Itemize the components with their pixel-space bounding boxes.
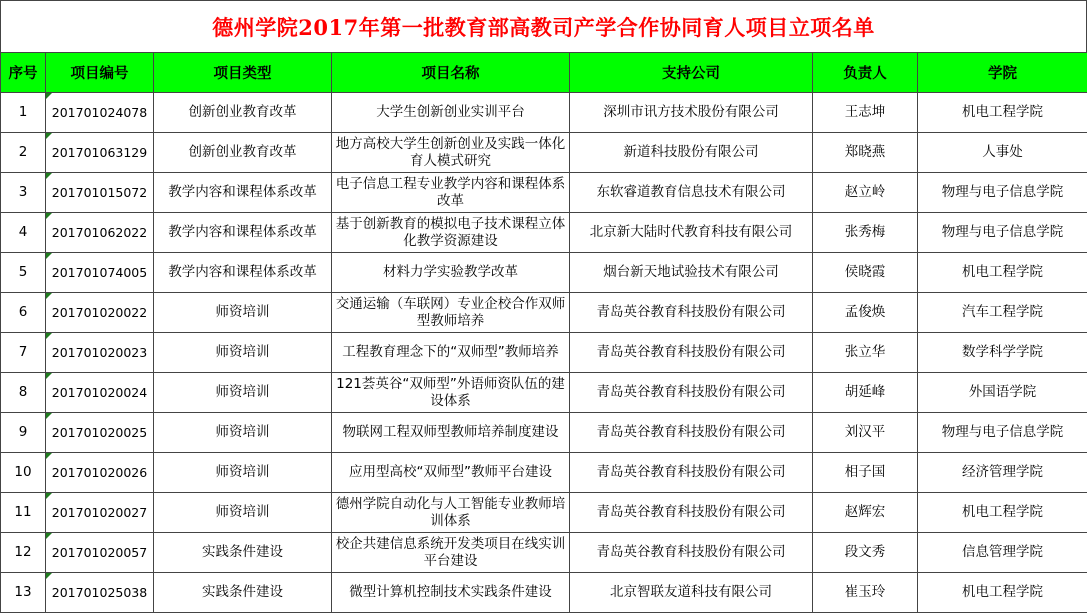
- cell-type[interactable]: 教学内容和课程体系改革: [154, 173, 332, 213]
- cell-college[interactable]: 经济管理学院: [918, 453, 1087, 493]
- table-row: [1, 453, 1087, 493]
- cell-code[interactable]: 201701020025: [46, 413, 154, 453]
- cell-type[interactable]: 师资培训: [154, 413, 332, 453]
- table-row: [1, 173, 1087, 213]
- cell-college[interactable]: 物理与电子信息学院: [918, 413, 1087, 453]
- cell-no[interactable]: 10: [1, 453, 46, 493]
- col-header-leader[interactable]: 负责人: [813, 53, 918, 93]
- col-header-no[interactable]: 序号: [1, 53, 46, 93]
- cell-company[interactable]: 烟台新天地试验技术有限公司: [570, 253, 813, 293]
- cell-no[interactable]: 3: [1, 173, 46, 213]
- table-row: [1, 213, 1087, 253]
- cell-no[interactable]: 2: [1, 133, 46, 173]
- cell-name[interactable]: 大学生创新创业实训平台: [332, 93, 570, 133]
- cell-name[interactable]: 材料力学实验教学改革: [332, 253, 570, 293]
- cell-company[interactable]: 北京新大陆时代教育科技有限公司: [570, 213, 813, 253]
- cell-no[interactable]: 7: [1, 333, 46, 373]
- cell-college[interactable]: 信息管理学院: [918, 533, 1087, 573]
- cell-name[interactable]: 交通运输（车联网）专业企校合作双师型教师培养: [332, 293, 570, 333]
- cell-company[interactable]: 青岛英谷教育科技股份有限公司: [570, 493, 813, 533]
- cell-no[interactable]: 4: [1, 213, 46, 253]
- error-indicator-icon: [46, 493, 52, 499]
- cell-type[interactable]: 师资培训: [154, 333, 332, 373]
- cell-leader[interactable]: 赵辉宏: [813, 493, 918, 533]
- cell-company[interactable]: 青岛英谷教育科技股份有限公司: [570, 453, 813, 493]
- cell-type[interactable]: 师资培训: [154, 373, 332, 413]
- error-indicator-icon: [46, 413, 52, 419]
- cell-code[interactable]: 201701020022: [46, 293, 154, 333]
- cell-type[interactable]: 师资培训: [154, 293, 332, 333]
- table-row: [1, 293, 1087, 333]
- table-row: [1, 573, 1087, 613]
- cell-company[interactable]: 深圳市讯方技术股份有限公司: [570, 93, 813, 133]
- cell-college[interactable]: 汽车工程学院: [918, 293, 1087, 333]
- cell-name[interactable]: 基于创新教育的模拟电子技术课程立体化教学资源建设: [332, 213, 570, 253]
- project-table: [0, 52, 1087, 613]
- col-header-college[interactable]: 学院: [918, 53, 1087, 93]
- cell-college[interactable]: 物理与电子信息学院: [918, 173, 1087, 213]
- cell-company[interactable]: 青岛英谷教育科技股份有限公司: [570, 413, 813, 453]
- cell-name[interactable]: 应用型高校“双师型”教师平台建设: [332, 453, 570, 493]
- cell-code[interactable]: 201701025038: [46, 573, 154, 613]
- header-row: [1, 53, 1087, 93]
- cell-leader[interactable]: 孟俊焕: [813, 293, 918, 333]
- cell-leader[interactable]: 胡延峰: [813, 373, 918, 413]
- cell-no[interactable]: 12: [1, 533, 46, 573]
- table-row: [1, 333, 1087, 373]
- cell-leader[interactable]: 张立华: [813, 333, 918, 373]
- cell-leader[interactable]: 张秀梅: [813, 213, 918, 253]
- cell-code[interactable]: 201701020024: [46, 373, 154, 413]
- table-row: [1, 373, 1087, 413]
- cell-no[interactable]: 9: [1, 413, 46, 453]
- cell-college[interactable]: 机电工程学院: [918, 573, 1087, 613]
- cell-name[interactable]: 电子信息工程专业教学内容和课程体系改革: [332, 173, 570, 213]
- cell-type[interactable]: 教学内容和课程体系改革: [154, 213, 332, 253]
- cell-company[interactable]: 青岛英谷教育科技股份有限公司: [570, 333, 813, 373]
- cell-name[interactable]: 校企共建信息系统开发类项目在线实训平台建设: [332, 533, 570, 573]
- error-indicator-icon: [46, 373, 52, 379]
- cell-leader[interactable]: 侯晓霞: [813, 253, 918, 293]
- cell-leader[interactable]: 崔玉玲: [813, 573, 918, 613]
- error-indicator-icon: [46, 173, 52, 179]
- cell-code[interactable]: 201701020027: [46, 493, 154, 533]
- cell-college[interactable]: 机电工程学院: [918, 493, 1087, 533]
- table-row: [1, 493, 1087, 533]
- cell-college[interactable]: 外国语学院: [918, 373, 1087, 413]
- table-row: [1, 253, 1087, 293]
- cell-college[interactable]: 人事处: [918, 133, 1087, 173]
- error-indicator-icon: [46, 133, 52, 139]
- cell-code[interactable]: 201701063129: [46, 133, 154, 173]
- cell-type[interactable]: 实践条件建设: [154, 573, 332, 613]
- page-title: 德州学院2017年第一批教育部高教司产学合作协同育人项目立项名单: [212, 12, 874, 42]
- col-header-type[interactable]: 项目类型: [154, 53, 332, 93]
- cell-no[interactable]: 8: [1, 373, 46, 413]
- cell-leader[interactable]: 郑晓燕: [813, 133, 918, 173]
- table-row: [1, 93, 1087, 133]
- cell-code[interactable]: 201701020023: [46, 333, 154, 373]
- cell-company[interactable]: 青岛英谷教育科技股份有限公司: [570, 293, 813, 333]
- error-indicator-icon: [46, 213, 52, 219]
- cell-name[interactable]: 物联网工程双师型教师培养制度建设: [332, 413, 570, 453]
- cell-name[interactable]: 德州学院自动化与人工智能专业教师培训体系: [332, 493, 570, 533]
- error-indicator-icon: [46, 253, 52, 259]
- cell-name[interactable]: 121荟英谷“双师型”外语师资队伍的建设体系: [332, 373, 570, 413]
- title-row: [0, 0, 1087, 52]
- cell-type[interactable]: 创新创业教育改革: [154, 93, 332, 133]
- col-header-code[interactable]: 项目编号: [46, 53, 154, 93]
- cell-college[interactable]: 数学科学学院: [918, 333, 1087, 373]
- cell-type[interactable]: 师资培训: [154, 453, 332, 493]
- cell-company[interactable]: 东软睿道教育信息技术有限公司: [570, 173, 813, 213]
- col-header-company[interactable]: 支持公司: [570, 53, 813, 93]
- cell-code[interactable]: 201701020026: [46, 453, 154, 493]
- table-row: [1, 533, 1087, 573]
- cell-no[interactable]: 1: [1, 93, 46, 133]
- cell-no[interactable]: 11: [1, 493, 46, 533]
- error-indicator-icon: [46, 293, 52, 299]
- cell-company[interactable]: 新道科技股份有限公司: [570, 133, 813, 173]
- error-indicator-icon: [46, 93, 52, 99]
- cell-no[interactable]: 5: [1, 253, 46, 293]
- cell-code[interactable]: 201701024078: [46, 93, 154, 133]
- cell-code[interactable]: 201701062022: [46, 213, 154, 253]
- cell-type[interactable]: 师资培训: [154, 493, 332, 533]
- col-header-name[interactable]: 项目名称: [332, 53, 570, 93]
- cell-leader[interactable]: 相子国: [813, 453, 918, 493]
- cell-leader[interactable]: 赵立岭: [813, 173, 918, 213]
- cell-no[interactable]: 13: [1, 573, 46, 613]
- cell-leader[interactable]: 段文秀: [813, 533, 918, 573]
- cell-code[interactable]: 201701020057: [46, 533, 154, 573]
- table-row: [1, 413, 1087, 453]
- cell-leader[interactable]: 王志坤: [813, 93, 918, 133]
- cell-college[interactable]: 机电工程学院: [918, 93, 1087, 133]
- cell-code[interactable]: 201701074005: [46, 253, 154, 293]
- cell-type[interactable]: 教学内容和课程体系改革: [154, 253, 332, 293]
- cell-name[interactable]: 地方高校大学生创新创业及实践一体化育人模式研究: [332, 133, 570, 173]
- cell-code[interactable]: 201701015072: [46, 173, 154, 213]
- table-row: [1, 133, 1087, 173]
- cell-type[interactable]: 实践条件建设: [154, 533, 332, 573]
- cell-name[interactable]: 工程教育理念下的“双师型”教师培养: [332, 333, 570, 373]
- cell-company[interactable]: 北京智联友道科技有限公司: [570, 573, 813, 613]
- cell-company[interactable]: 青岛英谷教育科技股份有限公司: [570, 533, 813, 573]
- cell-company[interactable]: 青岛英谷教育科技股份有限公司: [570, 373, 813, 413]
- error-indicator-icon: [46, 533, 52, 539]
- error-indicator-icon: [46, 453, 52, 459]
- cell-leader[interactable]: 刘汉平: [813, 413, 918, 453]
- error-indicator-icon: [46, 573, 52, 579]
- cell-type[interactable]: 创新创业教育改革: [154, 133, 332, 173]
- cell-no[interactable]: 6: [1, 293, 46, 333]
- error-indicator-icon: [46, 333, 52, 339]
- cell-college[interactable]: 物理与电子信息学院: [918, 213, 1087, 253]
- cell-college[interactable]: 机电工程学院: [918, 253, 1087, 293]
- cell-name[interactable]: 微型计算机控制技术实践条件建设: [332, 573, 570, 613]
